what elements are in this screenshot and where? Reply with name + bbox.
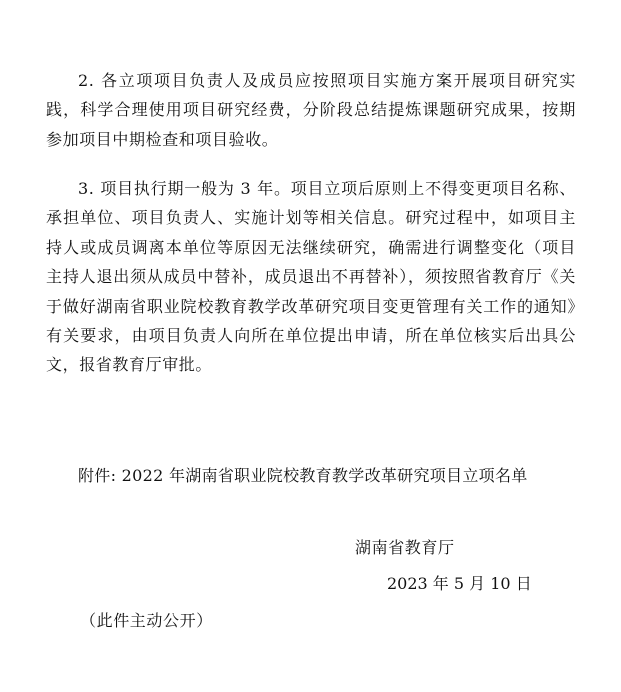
attachment-line: 附件: 2022 年湖南省职业院校教育教学改革研究项目立项名单	[78, 466, 528, 485]
paragraph-item-2: 2. 各立项项目负责人及成员应按照项目实施方案开展项目研究实践，科学合理使用项目研究经费，分阶段总结提炼课题研究成果，按期参加项目中期检查和项目验收。	[46, 71, 576, 149]
paragraph-item-3: 3. 项目执行期一般为 3 年。项目立项后原则上不得变更项目名称、承担单位、项目负责人、实施计划等相关信息。研究过程中，如项目主持人或成员调离本单位等原因无法继续研究，确需进行调整变化（项目主持人退出须从成员中替补，成员退出不再替补），须按照省教育厅《关于做好湖南省职业院校教育教学改革研究项目变更管理有关工作的通知》有关要求，由项目负责人向所在单位提出申请，所在单位核实后出具公文，报省教育厅审批。	[46, 179, 576, 375]
disclosure-note: （此件主动公开）	[80, 611, 213, 630]
issuer-name: 湖南省教育厅	[355, 538, 455, 557]
issue-date: 2023 年 5 月 10 日	[387, 574, 532, 593]
